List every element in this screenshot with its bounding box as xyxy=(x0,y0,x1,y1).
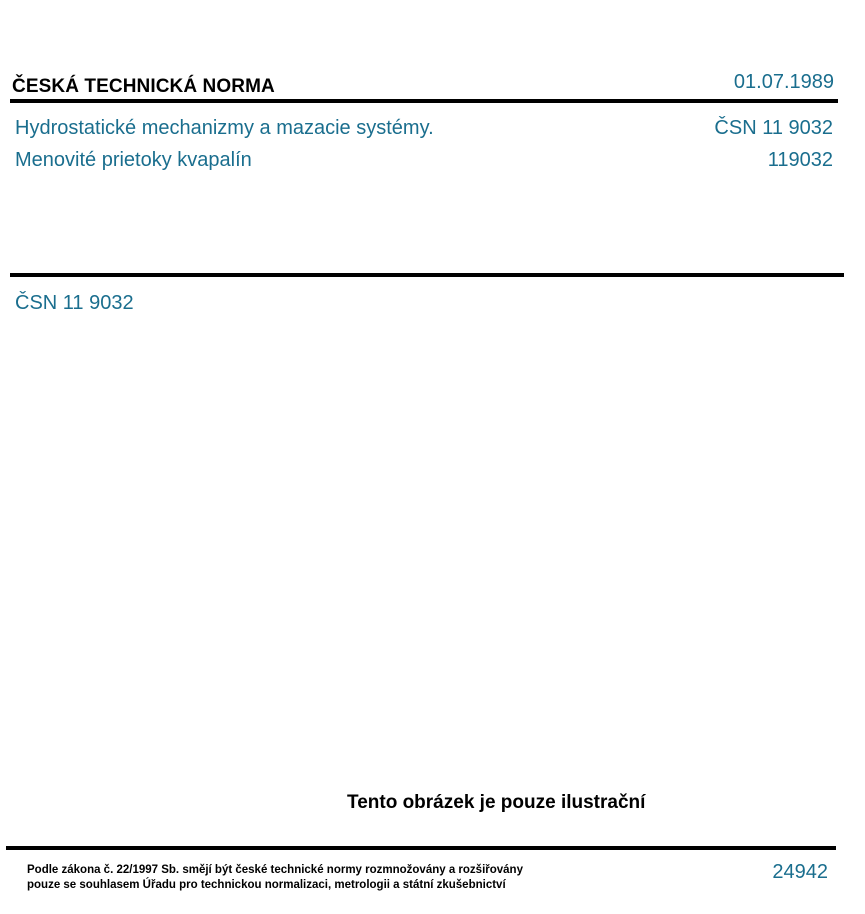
section-divider xyxy=(10,273,844,277)
standard-code: ČSN 11 9032 xyxy=(714,117,833,139)
document-header-title: ČESKÁ TECHNICKÁ NORMA xyxy=(12,76,275,97)
standard-number: 119032 xyxy=(767,149,833,171)
legal-notice-line1: Podle zákona č. 22/1997 Sb. smějí být české technické normy rozmnožovány a rozšiřovány xyxy=(27,864,523,876)
illustration-note: Tento obrázek je pouze ilustrační xyxy=(347,792,646,813)
legal-notice-line2: pouze se souhlasem Úřadu pro technickou normalizaci, metrologii a státní zkušebnictví xyxy=(27,879,506,891)
body-standard-code: ČSN 11 9032 xyxy=(15,292,134,314)
standard-title-line2: Menovité prietoky kvapalín xyxy=(15,149,252,171)
catalog-number: 24942 xyxy=(772,861,828,883)
header-divider xyxy=(10,99,838,103)
standard-title-line1: Hydrostatické mechanizmy a mazacie systémy. xyxy=(15,117,434,139)
issue-date: 01.07.1989 xyxy=(733,71,834,93)
footer-divider xyxy=(6,846,836,850)
